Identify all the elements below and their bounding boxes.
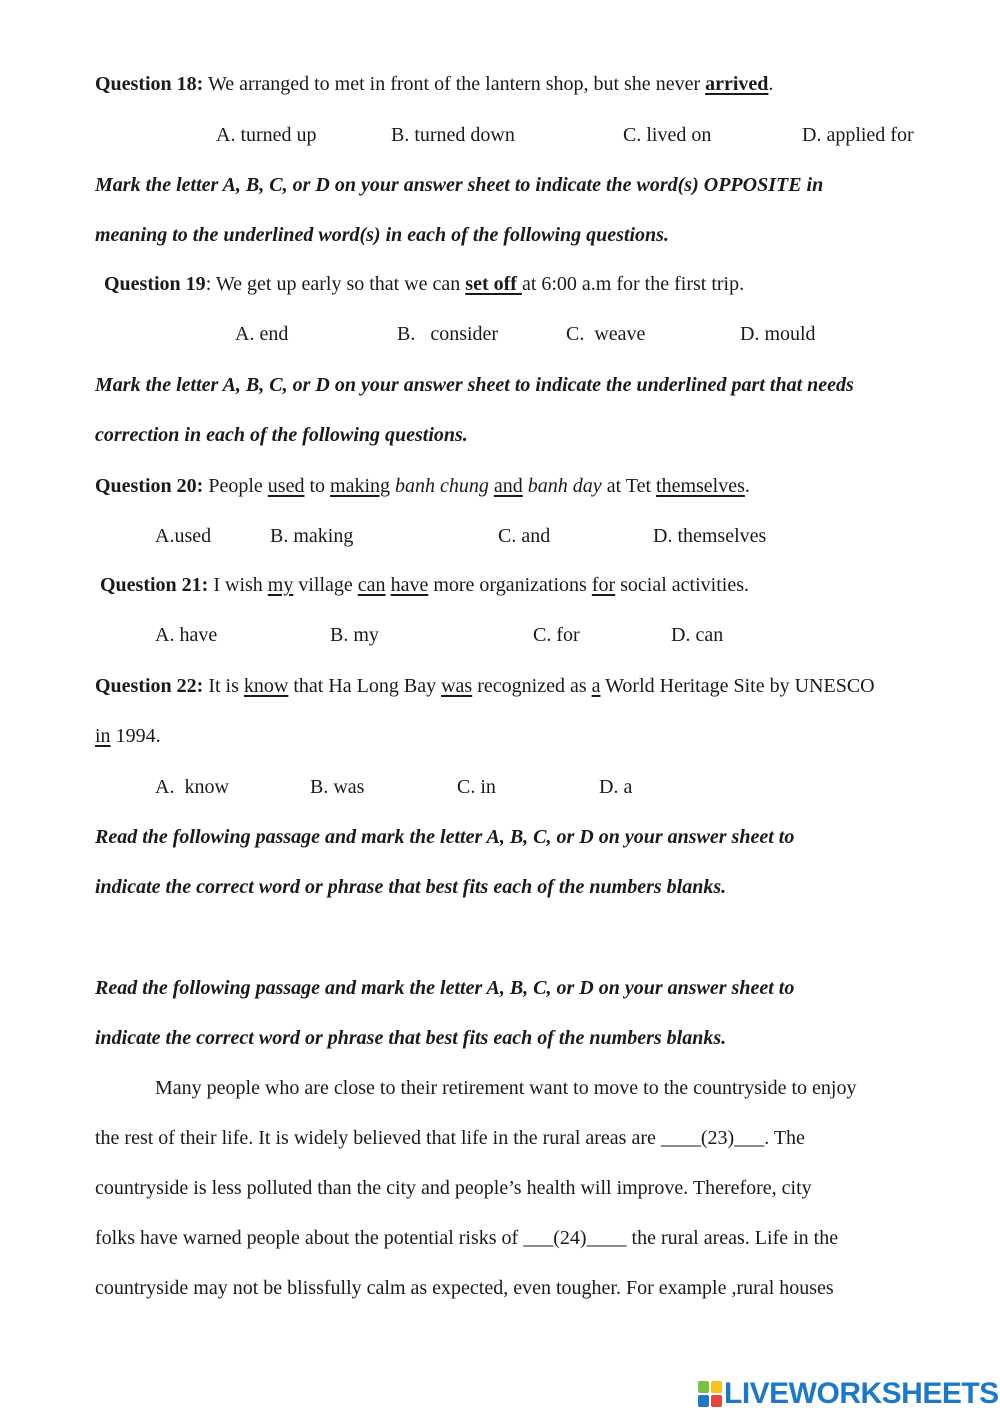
question-label: Question 20: (95, 475, 204, 497)
underlined-word: a (591, 675, 601, 697)
underlined-word: was (441, 675, 473, 697)
underlined-word: know (243, 675, 289, 697)
option-a[interactable]: A. know (155, 776, 229, 798)
option-c[interactable]: C. for (533, 624, 580, 646)
instruction-passage-line-2: indicate the correct word or phrase that best fits each of the numbers blanks. (95, 876, 727, 898)
option-b[interactable]: B. consider (397, 323, 499, 345)
instruction-opposite-line-1: Mark the letter A, B, C, or D on your answer sheet to indicate the word(s) OPPOSITE in (95, 174, 824, 196)
question-label: Question 21: (100, 574, 209, 596)
option-c[interactable]: C. lived on (623, 124, 712, 146)
passage-line: folks have warned people about the potential risks of ___(24)____ the rural areas. Life in the (95, 1227, 839, 1249)
passage-line: countryside may not be blissfully calm as expected, even tougher. For example ,rural houses (95, 1277, 834, 1299)
option-d[interactable]: D. themselves (653, 525, 767, 547)
option-b[interactable]: B. my (330, 624, 379, 646)
instruction-passage-repeat-line-2: indicate the correct word or phrase that best fits each of the numbers blanks. (95, 1027, 727, 1049)
underlined-word: and (493, 475, 523, 497)
logo-grid-icon (698, 1381, 722, 1407)
option-b[interactable]: B. was (310, 776, 365, 798)
instruction-opposite-line-2: meaning to the underlined word(s) in each of the following questions. (95, 224, 669, 246)
instruction-passage-repeat-line-1: Read the following passage and mark the letter A, B, C, or D on your answer sheet to (95, 977, 795, 999)
underlined-word: themselves (656, 475, 745, 497)
question-18: Question 18: We arranged to met in front of the lantern shop, but she never arrived. (95, 73, 774, 95)
underlined-word: set off (465, 273, 522, 295)
question-22-continued: in 1994. (95, 725, 161, 747)
underlined-word: my (267, 574, 294, 596)
option-a[interactable]: A.used (155, 525, 212, 547)
option-a[interactable]: A. turned up (216, 124, 317, 146)
option-d[interactable]: D. applied for (802, 124, 914, 146)
underlined-word: have (390, 574, 429, 596)
question-label: Question 18: (95, 73, 204, 95)
question-21: Question 21: I wish my village can have more organizations for social activities. (100, 574, 749, 596)
underlined-word: making (330, 475, 391, 497)
question-22: Question 22: It is know that Ha Long Bay was recognized as a World Heritage Site by UNESCO (95, 675, 875, 697)
liveworksheets-logo (698, 1378, 999, 1410)
instruction-correction-line-1: Mark the letter A, B, C, or D on your answer sheet to indicate the underlined part that needs (95, 374, 854, 396)
underlined-word: can (357, 574, 386, 596)
question-label: Question 22: (95, 675, 204, 697)
underlined-word: arrived (705, 73, 769, 95)
option-b[interactable]: B. making (270, 525, 354, 547)
logo-text: LIVEWORKSHEETS (724, 1377, 999, 1410)
question-label: Question 19 (104, 273, 206, 295)
option-a[interactable]: A. have (155, 624, 218, 646)
option-b[interactable]: B. turned down (391, 124, 515, 146)
underlined-word: used (267, 475, 305, 497)
instruction-passage-line-1: Read the following passage and mark the letter A, B, C, or D on your answer sheet to (95, 826, 795, 848)
question-20: Question 20: People used to making banh chung and banh day at Tet themselves. (95, 475, 750, 497)
passage-line: countryside is less polluted than the city and people’s health will improve. Therefore, city (95, 1177, 812, 1199)
question-19: Question 19: We get up early so that we can set off at 6:00 a.m for the first trip. (104, 273, 745, 295)
underlined-word: for (591, 574, 616, 596)
underlined-word: in (95, 725, 111, 747)
passage-line: Many people who are close to their retirement want to move to the countryside to enjoy (155, 1077, 857, 1099)
option-c[interactable]: C. weave (566, 323, 646, 345)
instruction-correction-line-2: correction in each of the following questions. (95, 424, 468, 446)
option-d[interactable]: D. a (599, 776, 633, 798)
passage-line: the rest of their life. It is widely believed that life in the rural areas are ____(23)___. The (95, 1127, 805, 1149)
option-a[interactable]: A. end (235, 323, 289, 345)
option-d[interactable]: D. can (671, 624, 724, 646)
option-d[interactable]: D. mould (740, 323, 816, 345)
option-c[interactable]: C. and (498, 525, 551, 547)
option-c[interactable]: C. in (457, 776, 496, 798)
